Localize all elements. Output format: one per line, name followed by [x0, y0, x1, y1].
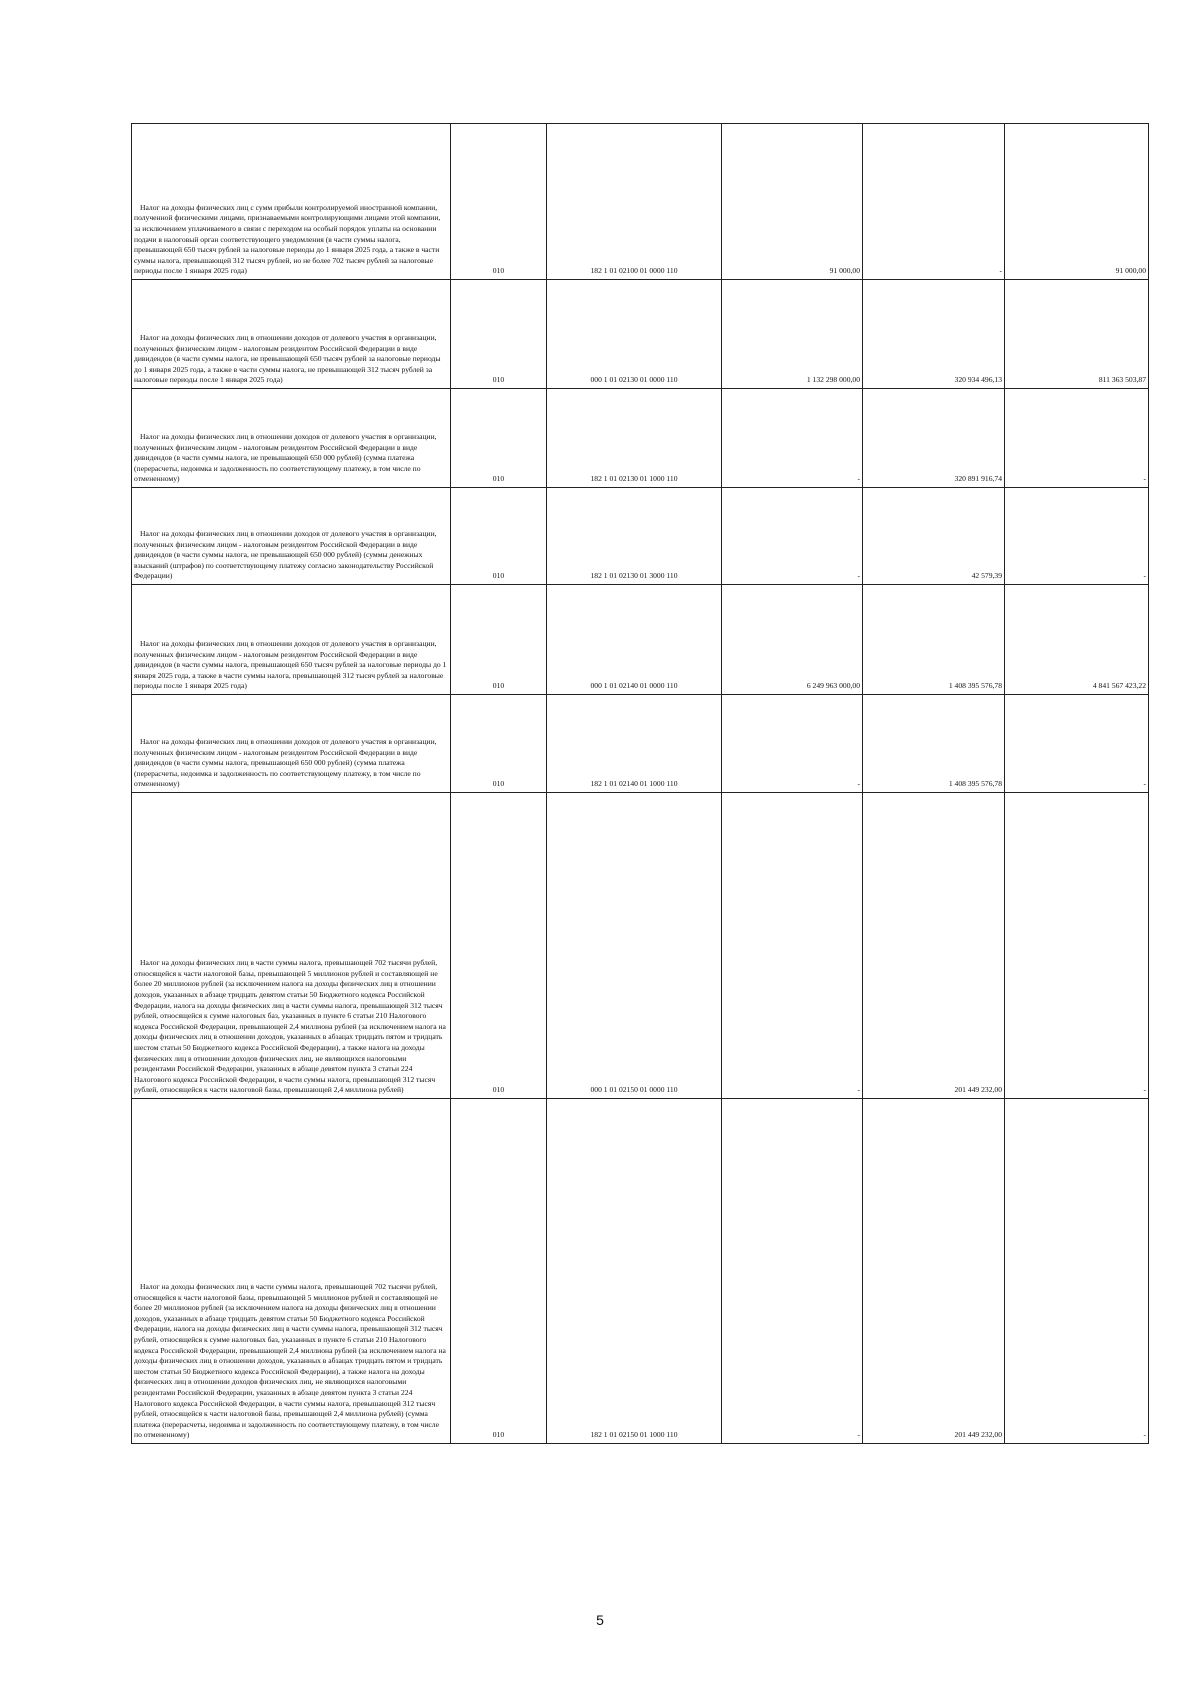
table-row: [132, 280, 1149, 389]
row-budget-code: 182 1 01 02130 01 1000 110: [547, 389, 722, 488]
row-approved: -: [722, 389, 863, 488]
row-line-code: 010: [451, 1099, 547, 1444]
row-line-code: 010: [451, 280, 547, 389]
row-name-cell: [132, 585, 451, 695]
row-name-text: Налог на доходы физических лиц с сумм прибыли контролируемой иностранной компании, полученной физическими лицами, признаваемыми контролирующими лицами этой компании, за исключением уплачиваемого в связи с переходом на особый порядок уплаты на основании подачи в налоговый орган соответствующего уведомления (в части суммы налога, превышающей 650 тысяч рублей за налоговые периоды до 1 января 2025 года, а также в части суммы налога, превышающей 312 тысяч рублей, но не более 702 тысяч рублей за налоговые периоды после 1 января 2025 года): [134, 202, 441, 276]
row-line-code: 010: [451, 585, 547, 695]
row-budget-code: 000 1 01 02150 01 0000 110: [547, 793, 722, 1099]
row-line-code: 010: [451, 124, 547, 280]
page-number: 5: [596, 1612, 604, 1628]
row-unexecuted: -: [1005, 389, 1149, 488]
row-approved: -: [722, 488, 863, 585]
row-line-code: 010: [451, 695, 547, 793]
table-row: [132, 1099, 1149, 1444]
row-name-text: Налог на доходы физических лиц в отношении доходов от долевого участия в организации, полученных физическим лицом - налоговым резидентом Российской Федерации в виде дивидендов (в части суммы налога, превышающей 650 тысяч рублей за налоговые периоды до 1 января 2025 года, а также в части суммы налога, превышающей 312 тысяч рублей за налоговые периоды после 1 января 2025 года): [134, 639, 447, 691]
row-executed: 1 408 395 576,78: [863, 585, 1005, 695]
row-line-code: 010: [451, 389, 547, 488]
row-name-cell: [132, 695, 451, 793]
row-unexecuted: 811 363 503,87: [1005, 280, 1149, 389]
income-report-table: [131, 123, 1149, 1444]
row-executed: 320 891 916,74: [863, 389, 1005, 488]
row-approved: -: [722, 695, 863, 793]
row-approved: 6 249 963 000,00: [722, 585, 863, 695]
table-row: [132, 389, 1149, 488]
row-budget-code: 182 1 01 02140 01 1000 110: [547, 695, 722, 793]
row-approved: -: [722, 793, 863, 1099]
row-name-text: Налог на доходы физических лиц в отношении доходов от долевого участия в организации, полученных физическим лицом - налоговым резидентом Российской Федерации в виде дивидендов (в части суммы налога, не превышающей 650 000 рублей) (суммы денежных взысканий (штрафов) по соответствующему платежу согласно законодательству Российской Федерации): [134, 529, 437, 581]
row-name-cell: [132, 793, 451, 1099]
row-name-cell: [132, 124, 451, 280]
row-unexecuted: 91 000,00: [1005, 124, 1149, 280]
table-row: [132, 585, 1149, 695]
row-executed: 1 408 395 576,78: [863, 695, 1005, 793]
row-name-cell: [132, 1099, 451, 1444]
row-name-text: Налог на доходы физических лиц в отношении доходов от долевого участия в организации, полученных физическим лицом - налоговым резидентом Российской Федерации в виде дивидендов (в части суммы налога, не превышающей 650 000 рублей) (сумма платежа (перерасчеты, недоимка и задолженность по соответствующему платежу, в том числе по отмененному): [134, 432, 437, 484]
row-executed: 201 449 232,00: [863, 1099, 1005, 1444]
row-unexecuted: -: [1005, 793, 1149, 1099]
row-executed: 201 449 232,00: [863, 793, 1005, 1099]
table-row: [132, 488, 1149, 585]
row-budget-code: 000 1 01 02140 01 0000 110: [547, 585, 722, 695]
row-unexecuted: -: [1005, 488, 1149, 585]
row-executed: 42 579,39: [863, 488, 1005, 585]
row-unexecuted: 4 841 567 423,22: [1005, 585, 1149, 695]
row-unexecuted: -: [1005, 1099, 1149, 1444]
report-sheet: [131, 123, 1148, 1444]
table-row: [132, 695, 1149, 793]
table-row: [132, 793, 1149, 1099]
table-row: [132, 124, 1149, 280]
row-approved: 1 132 298 000,00: [722, 280, 863, 389]
row-name-text: Налог на доходы физических лиц в части суммы налога, превышающей 702 тысячи рублей, относящейся к части налоговой базы, превышающей 5 миллионов рублей и составляющей не более 20 миллионов рублей (за исключением налога на доходы физических лиц в отношении доходов, указанных в абзаце тридцать девятом статьи 50 Бюджетного кодекса Российской Федерации, налога на доходы физических лиц в части суммы налога, превышающей 312 тысяч рублей, относящейся к сумме налоговых баз, указанных в пункте 6 статьи 210 Налогового кодекса Российской Федерации, превышающей 2,4 миллиона рублей (за исключением налога на доходы физических лиц в отношении доходов, указанных в абзацах тридцать пятом и тридцать шестом статьи 50 Бюджетного кодекса Российской Федерации), а также налога на доходы физических лиц в отношении доходов физических лиц, не являющихся налоговыми резидентами Российской Федерации, указанных в абзаце девятом пункта 3 статьи 224 Налогового кодекса Российской Федерации, в части суммы налога, превышающей 312 тысяч рублей, относящейся к части налоговой базы, превышающей 2,4 миллиона рублей) (сумма платежа (перерасчеты, недоимка и задолженность по соответствующему платежу, в том числе по отмененному): [134, 1282, 446, 1440]
row-approved: -: [722, 1099, 863, 1444]
row-budget-code: 182 1 01 02150 01 1000 110: [547, 1099, 722, 1444]
row-executed: 320 934 496,13: [863, 280, 1005, 389]
row-name-cell: [132, 280, 451, 389]
row-executed: -: [863, 124, 1005, 280]
row-name-cell: [132, 389, 451, 488]
row-line-code: 010: [451, 488, 547, 585]
row-budget-code: 000 1 01 02130 01 0000 110: [547, 280, 722, 389]
row-name-text: Налог на доходы физических лиц в отношении доходов от долевого участия в организации, полученных физическим лицом - налоговым резидентом Российской Федерации в виде дивидендов (в части суммы налога, превышающей 650 000 рублей) (сумма платежа (перерасчеты, недоимка и задолженность по соответствующему платежу, в том числе по отмененному): [134, 737, 437, 789]
row-unexecuted: -: [1005, 695, 1149, 793]
row-budget-code: 182 1 01 02130 01 3000 110: [547, 488, 722, 585]
row-name-text: Налог на доходы физических лиц в отношении доходов от долевого участия в организации, полученных физическим лицом - налоговым резидентом Российской Федерации в виде дивидендов (в части суммы налога, не превышающей 650 тысяч рублей за налоговые периоды до 1 января 2025 года, а также в части суммы налога, не превышающей 312 тысяч рублей за налоговые периоды после 1 января 2025 года): [134, 333, 441, 385]
row-line-code: 010: [451, 793, 547, 1099]
row-name-cell: [132, 488, 451, 585]
row-budget-code: 182 1 01 02100 01 0000 110: [547, 124, 722, 280]
row-approved: 91 000,00: [722, 124, 863, 280]
row-name-text: Налог на доходы физических лиц в части суммы налога, превышающей 702 тысячи рублей, относящейся к части налоговой базы, превышающей 5 миллионов рублей и составляющей не более 20 миллионов рублей (за исключением налога на доходы физических лиц в отношении доходов, указанных в абзаце тридцать девятом статьи 50 Бюджетного кодекса Российской Федерации, налога на доходы физических лиц в части суммы налога, превышающей 312 тысяч рублей, относящейся к сумме налоговых баз, указанных в пункте 6 статьи 210 Налогового кодекса Российской Федерации, превышающей 2,4 миллиона рублей (за исключением налога на доходы физических лиц в отношении доходов, указанных в абзацах тридцать пятом и тридцать шестом статьи 50 Бюджетного кодекса Российской Федерации), а также налога на доходы физических лиц в отношении доходов физических лиц, не являющихся налоговыми резидентами Российской Федерации, указанных в абзаце девятом пункта 3 статьи 224 Налогового кодекса Российской Федерации, в части суммы налога, превышающей 312 тысяч рублей, относящейся к части налоговой базы, превышающей 2,4 миллиона рублей): [134, 958, 446, 1095]
